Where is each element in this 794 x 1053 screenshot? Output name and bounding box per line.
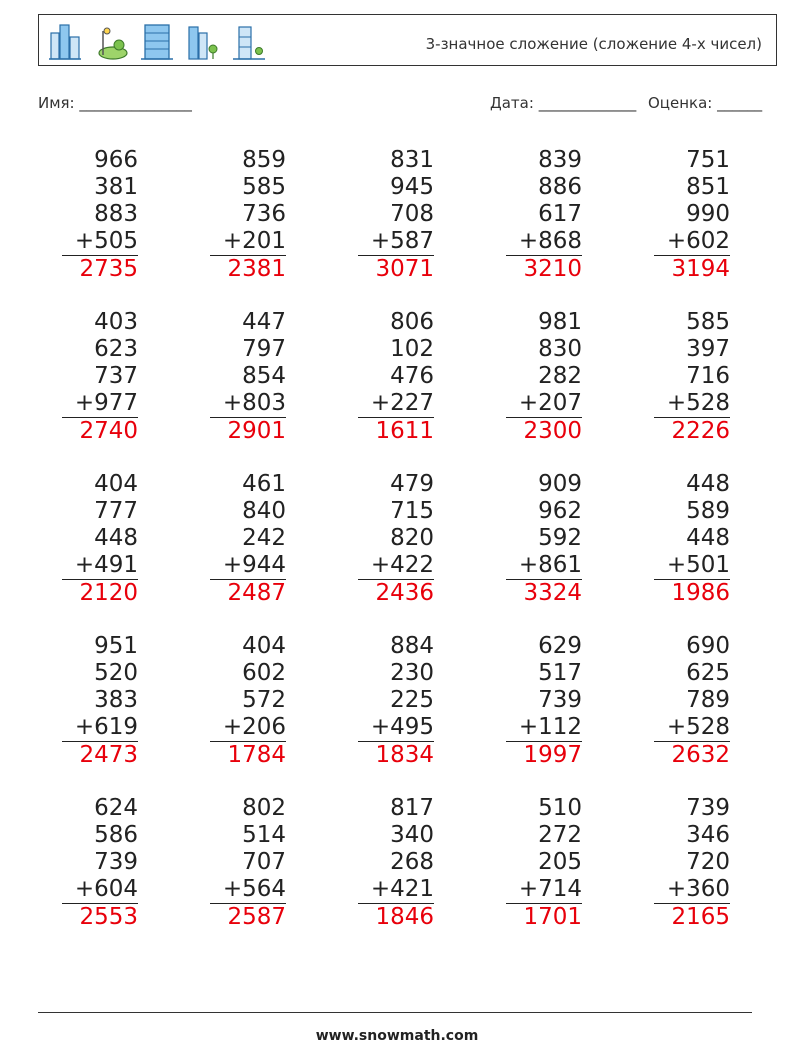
answer: 3324	[523, 580, 582, 606]
addition-problem	[620, 147, 730, 283]
addend: 777	[94, 498, 138, 524]
addend: 205	[538, 849, 582, 875]
addend: 817	[390, 795, 434, 821]
addition-problem	[176, 471, 286, 607]
answer: 2901	[227, 418, 286, 444]
addend: 397	[686, 336, 730, 362]
addend-with-plus: +112	[518, 714, 582, 740]
answer: 1986	[671, 580, 730, 606]
addend: 346	[686, 822, 730, 848]
addend: 831	[390, 147, 434, 173]
answer: 2740	[79, 418, 138, 444]
addend-with-plus: +977	[74, 390, 138, 416]
addend: 448	[94, 525, 138, 551]
addend: 707	[242, 849, 286, 875]
answer: 3210	[523, 256, 582, 282]
footer-url: www.snowmath.com	[315, 1028, 479, 1044]
addend: 514	[242, 822, 286, 848]
addend-with-plus: +227	[370, 390, 434, 416]
addition-problem	[472, 633, 582, 769]
addend: 225	[390, 687, 434, 713]
addend-with-plus: +360	[666, 876, 730, 902]
answer: 2226	[671, 418, 730, 444]
addend: 886	[538, 174, 582, 200]
answer: 1997	[523, 742, 582, 768]
answer: 2165	[671, 904, 730, 930]
addition-problem	[176, 633, 286, 769]
addend: 268	[390, 849, 434, 875]
addition-problem	[472, 795, 582, 931]
addend: 715	[390, 498, 434, 524]
tower-tree-icon	[231, 21, 267, 61]
answer: 3194	[671, 256, 730, 282]
addend-with-plus: +564	[222, 876, 286, 902]
addend-with-plus: +495	[370, 714, 434, 740]
addend: 230	[390, 660, 434, 686]
addition-problem	[472, 309, 582, 445]
answer: 2436	[375, 580, 434, 606]
addend: 962	[538, 498, 582, 524]
addend: 751	[686, 147, 730, 173]
addend-with-plus: +491	[74, 552, 138, 578]
addend-with-plus: +602	[666, 228, 730, 254]
answer: 2553	[79, 904, 138, 930]
addend: 448	[686, 471, 730, 497]
addend: 102	[390, 336, 434, 362]
addend: 381	[94, 174, 138, 200]
answer: 1834	[375, 742, 434, 768]
addend: 739	[538, 687, 582, 713]
addend: 806	[390, 309, 434, 335]
addend: 945	[390, 174, 434, 200]
addition-problem	[472, 471, 582, 607]
addition-problem	[28, 471, 138, 607]
addend-with-plus: +528	[666, 714, 730, 740]
addend: 859	[242, 147, 286, 173]
addition-problem	[28, 147, 138, 283]
addend: 404	[242, 633, 286, 659]
addend: 990	[686, 201, 730, 227]
addend: 708	[390, 201, 434, 227]
addend: 690	[686, 633, 730, 659]
addend: 242	[242, 525, 286, 551]
addition-problem	[176, 309, 286, 445]
addend: 461	[242, 471, 286, 497]
addend: 966	[94, 147, 138, 173]
addition-problem	[28, 633, 138, 769]
answer: 2381	[227, 256, 286, 282]
addend: 585	[686, 309, 730, 335]
addend: 951	[94, 633, 138, 659]
addend: 520	[94, 660, 138, 686]
addend-with-plus: +505	[74, 228, 138, 254]
answer: 3071	[375, 256, 434, 282]
addend: 624	[94, 795, 138, 821]
addend: 403	[94, 309, 138, 335]
grade-field	[648, 94, 762, 112]
addend: 839	[538, 147, 582, 173]
answer: 1701	[523, 904, 582, 930]
name-blank: _______________	[79, 94, 192, 112]
addend: 479	[390, 471, 434, 497]
addition-problem	[324, 147, 434, 283]
addend: 510	[538, 795, 582, 821]
addend-with-plus: +803	[222, 390, 286, 416]
answer: 2300	[523, 418, 582, 444]
park-lamp-icon	[93, 21, 129, 61]
addition-problem	[620, 795, 730, 931]
addition-problem	[620, 633, 730, 769]
addend-with-plus: +587	[370, 228, 434, 254]
addend-with-plus: +868	[518, 228, 582, 254]
date-label: Дата:	[490, 94, 534, 112]
addend: 739	[686, 795, 730, 821]
worksheet-title: 3-значное сложение (сложение 4-х чисел)	[425, 35, 762, 53]
footer-divider	[38, 1012, 752, 1013]
addend: 517	[538, 660, 582, 686]
addition-problem	[28, 795, 138, 931]
answer: 2587	[227, 904, 286, 930]
addend: 851	[686, 174, 730, 200]
addend: 789	[686, 687, 730, 713]
addend: 716	[686, 363, 730, 389]
addend-with-plus: +619	[74, 714, 138, 740]
addend: 340	[390, 822, 434, 848]
addition-problem	[472, 147, 582, 283]
answer: 1611	[375, 418, 434, 444]
addend: 476	[390, 363, 434, 389]
addend: 720	[686, 849, 730, 875]
name-field	[38, 94, 192, 112]
addition-problem	[324, 633, 434, 769]
addend: 623	[94, 336, 138, 362]
name-label: Имя:	[38, 94, 75, 112]
addend: 981	[538, 309, 582, 335]
addend: 625	[686, 660, 730, 686]
addend: 840	[242, 498, 286, 524]
answer: 2632	[671, 742, 730, 768]
addend-with-plus: +207	[518, 390, 582, 416]
date-field	[490, 94, 636, 112]
addend: 629	[538, 633, 582, 659]
addend-with-plus: +501	[666, 552, 730, 578]
addend: 592	[538, 525, 582, 551]
addition-problem	[620, 309, 730, 445]
answer: 1846	[375, 904, 434, 930]
addition-problem	[324, 795, 434, 931]
addend: 884	[390, 633, 434, 659]
addend: 572	[242, 687, 286, 713]
addend: 617	[538, 201, 582, 227]
addend: 383	[94, 687, 138, 713]
addend: 282	[538, 363, 582, 389]
addition-problem	[176, 795, 286, 931]
addition-problem	[620, 471, 730, 607]
city-buildings-icon	[47, 21, 83, 61]
grade-label: Оценка:	[648, 94, 713, 112]
answer: 2473	[79, 742, 138, 768]
addend-with-plus: +944	[222, 552, 286, 578]
addend: 820	[390, 525, 434, 551]
addend: 589	[686, 498, 730, 524]
addend: 404	[94, 471, 138, 497]
addend: 739	[94, 849, 138, 875]
date-blank: _____________	[538, 94, 637, 112]
addend: 854	[242, 363, 286, 389]
worksheet-header	[38, 14, 777, 66]
addition-problem	[176, 147, 286, 283]
addend-with-plus: +861	[518, 552, 582, 578]
addition-problem	[28, 309, 138, 445]
addend: 447	[242, 309, 286, 335]
addend: 586	[94, 822, 138, 848]
addend: 797	[242, 336, 286, 362]
answer: 2487	[227, 580, 286, 606]
addend: 830	[538, 336, 582, 362]
addend: 737	[94, 363, 138, 389]
addend: 602	[242, 660, 286, 686]
addend-with-plus: +604	[74, 876, 138, 902]
addend-with-plus: +206	[222, 714, 286, 740]
answer: 2120	[79, 580, 138, 606]
addition-problem	[324, 309, 434, 445]
office-building-icon	[139, 21, 175, 61]
addend: 585	[242, 174, 286, 200]
grade-blank: ______	[717, 94, 763, 112]
addend-with-plus: +421	[370, 876, 434, 902]
addend-with-plus: +714	[518, 876, 582, 902]
addition-problem	[324, 471, 434, 607]
addend-with-plus: +201	[222, 228, 286, 254]
addend: 736	[242, 201, 286, 227]
addend: 909	[538, 471, 582, 497]
addend: 272	[538, 822, 582, 848]
addend: 802	[242, 795, 286, 821]
addend-with-plus: +528	[666, 390, 730, 416]
answer: 2735	[79, 256, 138, 282]
addend: 448	[686, 525, 730, 551]
addend: 883	[94, 201, 138, 227]
skyscraper-trees-icon	[185, 21, 221, 61]
addend-with-plus: +422	[370, 552, 434, 578]
answer: 1784	[227, 742, 286, 768]
